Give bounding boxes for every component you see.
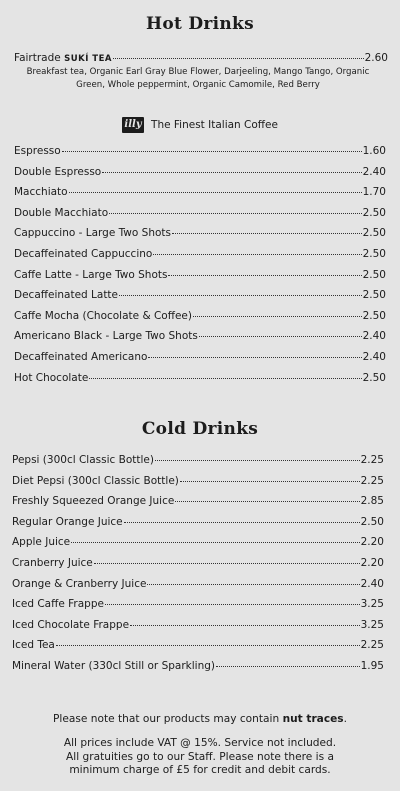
menu-item-name: Espresso — [14, 145, 61, 157]
menu-item-price: 2.50 — [362, 309, 386, 322]
menu-item-price: 2.50 — [362, 268, 386, 281]
menu-item-row — [14, 289, 386, 301]
menu-item-row — [12, 495, 384, 507]
menu-item-name: Mineral Water (330cl Still or Sparkling) — [12, 660, 216, 672]
pricing-footer — [40, 737, 360, 778]
menu-item-price: 2.40 — [362, 165, 386, 178]
menu-item-row — [12, 475, 384, 487]
menu-item-price: 2.20 — [360, 536, 384, 549]
tea-brand: SUKÍ TEA — [64, 54, 112, 64]
menu-item-price: 1.95 — [360, 660, 384, 672]
menu-item-price: 2.50 — [362, 289, 386, 302]
leader-dots — [168, 275, 361, 276]
menu-item-name: Regular Orange Juice — [12, 515, 123, 528]
menu-item-name: Hot Chocolate — [14, 371, 89, 384]
leader-dots — [193, 316, 362, 317]
vat-note: All prices include VAT @ 15%. Service not included. — [63, 737, 337, 749]
leader-dots — [172, 233, 362, 234]
leader-dots — [147, 584, 359, 585]
leader-dots — [148, 357, 361, 358]
leader-dots — [113, 58, 364, 59]
menu-item-name: Decaffeinated Cappuccino — [14, 248, 153, 260]
menu-item-price: 1.70 — [362, 186, 386, 199]
menu-item-name: Americano Black - Large Two Shots — [14, 330, 198, 343]
menu-item-name: Pepsi (300cl Classic Bottle) — [12, 454, 154, 466]
leader-dots — [109, 213, 361, 214]
menu-item-name: Freshly Squeezed Orange Juice — [12, 495, 175, 508]
menu-item-name: Decaffeinated Latte — [14, 289, 119, 302]
tea-name — [14, 52, 112, 64]
menu-item-price: 2.40 — [360, 577, 384, 590]
leader-dots — [180, 481, 360, 482]
leader-dots — [130, 625, 360, 626]
menu-item-row — [12, 639, 384, 651]
menu-item-row — [12, 516, 384, 528]
menu-item-row — [14, 227, 386, 239]
leader-dots — [69, 192, 362, 193]
nut-traces-note — [0, 713, 400, 725]
menu-item-price: 2.40 — [362, 330, 386, 343]
hot-drinks-heading: Hot Drinks — [145, 14, 255, 34]
illy-logo-icon: illy — [122, 117, 144, 133]
menu-item-name: Iced Chocolate Frappe — [12, 618, 130, 631]
menu-item-price: 3.25 — [360, 598, 384, 611]
menu-item-row — [14, 145, 386, 157]
menu-item-price: 2.25 — [360, 639, 384, 652]
coffee-brand — [0, 117, 400, 133]
menu-item-name: Apple Juice — [12, 536, 71, 549]
menu-item-name: Macchiato — [14, 186, 68, 199]
menu-item-price: 2.20 — [360, 557, 384, 569]
leader-dots — [155, 460, 360, 461]
menu-item-name: Decaffeinated Americano — [14, 351, 148, 363]
menu-item-row — [12, 536, 384, 548]
menu-item-row — [14, 207, 386, 219]
menu-item-price: 2.50 — [362, 206, 386, 219]
menu-item-price: 2.50 — [362, 248, 386, 260]
menu-item-name: Diet Pepsi (300cl Classic Bottle) — [12, 474, 179, 487]
leader-dots — [153, 254, 361, 255]
tea-description: Breakfast tea, Organic Earl Gray Blue Flower, Darjeeling, Mango Tango, Organic Green, Whole peppermint, Organic Camomile, Red Berry — [26, 67, 370, 90]
leader-dots — [119, 295, 362, 296]
menu-item-row — [12, 557, 384, 569]
menu-item-row — [14, 269, 386, 281]
menu-item-price: 2.50 — [360, 515, 384, 528]
cold-drinks-heading: Cold Drinks — [141, 419, 259, 439]
menu-item-row — [12, 660, 384, 672]
menu-item-price: 2.50 — [362, 371, 386, 384]
leader-dots — [102, 172, 361, 173]
leader-dots — [62, 151, 362, 152]
leader-dots — [216, 666, 360, 667]
menu-item-name: Caffe Mocha (Chocolate & Coffee) — [14, 309, 192, 322]
tea-prefix: Fairtrade — [14, 52, 65, 64]
menu-item-price: 2.25 — [360, 454, 384, 466]
menu-item-price: 2.40 — [362, 351, 386, 363]
menu-item-row — [12, 619, 384, 631]
leader-dots — [56, 645, 360, 646]
menu-item-name: Double Espresso — [14, 165, 102, 178]
menu-item-row — [12, 454, 384, 466]
menu-item-row — [14, 310, 386, 322]
leader-dots — [105, 604, 360, 605]
menu-item-name: Iced Caffe Frappe — [12, 598, 104, 611]
leader-dots — [124, 522, 360, 523]
leader-dots — [71, 542, 359, 543]
menu-item-name: Iced Tea — [12, 639, 55, 652]
menu-item-name: Cranberry Juice — [12, 557, 93, 569]
menu-item-row — [14, 186, 386, 198]
tea-price: 2.60 — [364, 52, 388, 64]
menu-item-row — [14, 330, 386, 342]
menu-item-name: Caffe Latte - Large Two Shots — [14, 268, 168, 281]
menu-item-row — [12, 598, 384, 610]
menu-item-price: 2.50 — [362, 227, 386, 240]
menu-item-row — [14, 351, 386, 363]
leader-dots — [199, 336, 362, 337]
leader-dots — [89, 378, 361, 379]
leader-dots — [94, 563, 360, 564]
menu-item-price: 2.85 — [360, 495, 384, 508]
menu-item-price: 1.60 — [362, 145, 386, 157]
menu-item-row — [12, 578, 384, 590]
coffee-tagline: The Finest Italian Coffee — [151, 119, 278, 131]
menu-item-row — [14, 372, 386, 384]
nut-note-bold: nut traces — [282, 713, 344, 725]
leader-dots — [175, 501, 359, 502]
menu-item-price: 2.25 — [360, 474, 384, 487]
nut-note-text: Please note that our products may contain — [53, 713, 283, 725]
menu-item-name: Double Macchiato — [14, 206, 109, 219]
tea-row — [14, 52, 388, 64]
menu-item-row — [14, 248, 386, 260]
menu-item-name: Orange & Cranberry Juice — [12, 577, 147, 590]
gratuities-note: All gratuities go to our Staff. Please note there is a minimum charge of £5 for credit and debit cards. — [66, 750, 334, 776]
menu-item-name: Cappuccino - Large Two Shots — [14, 227, 171, 240]
nut-note-suffix: . — [343, 713, 347, 725]
menu-item-row — [14, 166, 386, 178]
menu-item-price: 3.25 — [360, 618, 384, 631]
